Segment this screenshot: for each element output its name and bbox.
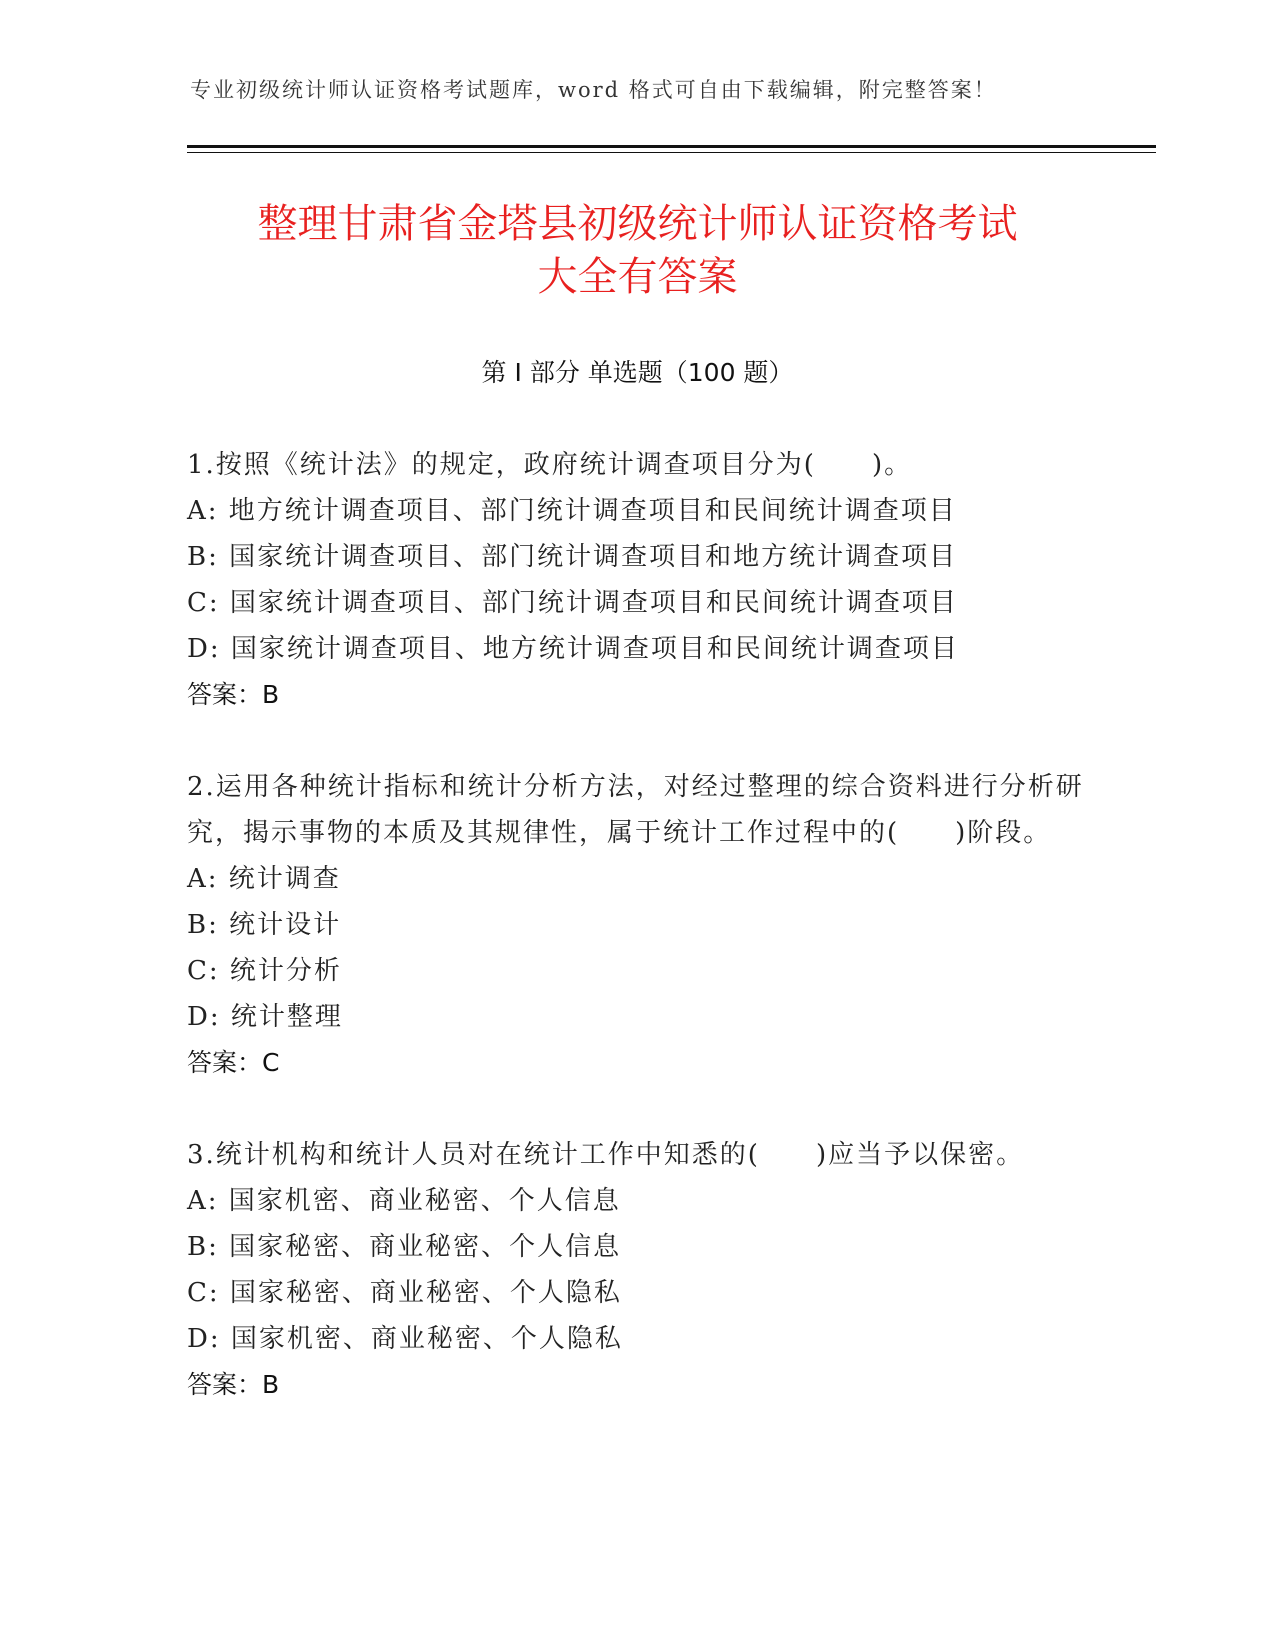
option-c: C: 统计分析 <box>187 956 342 986</box>
option-b: B: 统计设计 <box>187 910 342 940</box>
question-stem: 2.运用各种统计指标和统计分析方法，对经过整理的综合资料进行分析研究，揭示事物的本质及其规律性，属于统计工作过程中的( )阶段。 <box>187 772 1084 848</box>
option-c: C: 国家统计调查项目、部门统计调查项目和民间统计调查项目 <box>187 588 958 618</box>
answer: 答案：B <box>187 680 280 709</box>
question-stem: 1.按照《统计法》的规定，政府统计调查项目分为( )。 <box>187 450 913 480</box>
header-rule-thick <box>187 145 1156 148</box>
section-title: 第 I 部分 单选题（100 题） <box>481 358 794 387</box>
option-d: D: 统计整理 <box>187 1002 343 1032</box>
question-list <box>187 442 1087 1454</box>
question-1 <box>187 442 1087 718</box>
document-title <box>100 198 1175 304</box>
option-a: A: 地方统计调查项目、部门统计调查项目和民间统计调查项目 <box>187 496 957 526</box>
option-d: D: 国家机密、商业秘密、个人隐私 <box>187 1324 623 1354</box>
title-line-1: 整理甘肃省金塔县初级统计师认证资格考试 <box>257 201 1018 247</box>
header-rule-thin <box>187 152 1156 153</box>
option-c: C: 国家秘密、商业秘密、个人隐私 <box>187 1278 622 1308</box>
answer: 答案：C <box>187 1048 280 1077</box>
header-note: 专业初级统计师认证资格考试题库，word 格式可自由下载编辑，附完整答案！ <box>190 78 997 102</box>
option-b: B: 国家统计调查项目、部门统计调查项目和地方统计调查项目 <box>187 542 958 572</box>
option-a: A: 统计调查 <box>187 864 341 894</box>
answer: 答案：B <box>187 1370 280 1399</box>
title-line-2: 大全有答案 <box>537 254 738 300</box>
question-stem: 3.统计机构和统计人员对在统计工作中知悉的( )应当予以保密。 <box>187 1140 1025 1170</box>
question-2 <box>187 764 1087 1086</box>
question-3 <box>187 1132 1087 1408</box>
option-a: A: 国家机密、商业秘密、个人信息 <box>187 1186 621 1216</box>
option-d: D: 国家统计调查项目、地方统计调查项目和民间统计调查项目 <box>187 634 959 664</box>
option-b: B: 国家秘密、商业秘密、个人信息 <box>187 1232 622 1262</box>
